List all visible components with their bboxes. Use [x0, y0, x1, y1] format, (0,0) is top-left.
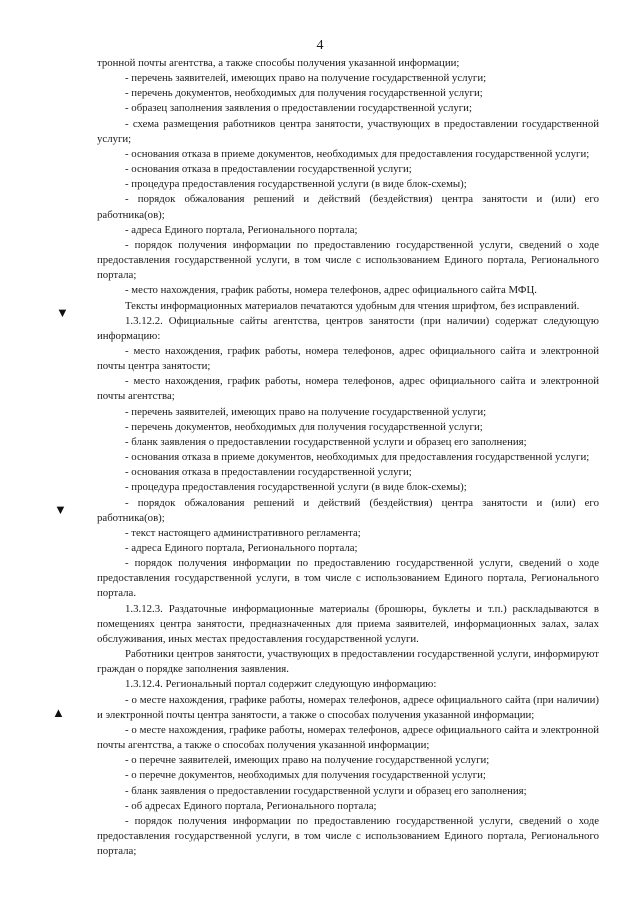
- paragraph: - адреса Единого портала, Регионального портала;: [125, 542, 358, 554]
- paragraph: - текст настоящего административного регламента;: [125, 526, 361, 539]
- paragraph: - бланк заявления о предоставлении государственной услуги и образец его заполнения;: [125, 784, 527, 797]
- paragraph: - основания отказа в предоставлении государственной услуги;: [125, 466, 412, 479]
- page-number: 4: [316, 38, 324, 53]
- paragraph: - процедура предоставления государственной услуги (в виде блок-схемы);: [125, 481, 467, 494]
- paragraph: - порядок получения информации по предоставлению государственной услуги, сведений о ходе предоставления государственной услуги, в том числе с использованием Единого портала, Регионального портала;: [97, 814, 599, 858]
- paragraph: - бланк заявления о предоставлении государственной услуги и образец его заполнения;: [125, 435, 527, 448]
- paragraph: 1.3.12.4. Региональный портал содержит следующую информацию:: [125, 678, 437, 691]
- paragraph: - об адресах Единого портала, Регионального портала;: [125, 799, 377, 812]
- paragraph: - порядок получения информации по предоставлению государственной услуги, сведений о ходе предоставления государственной услуги, в том числе с использованием Единого портала, Регионального портала.: [97, 557, 599, 600]
- paragraph: - образец заполнения заявления о предоставлении государственной услуги;: [125, 102, 472, 115]
- paragraph: - место нахождения, график работы, номера телефонов, адрес официального сайта и электронной почты агентства;: [97, 375, 599, 403]
- paragraph: - о месте нахождения, графике работы, номерах телефонов, адресе официального сайта (при наличии) и электронной почты центра занятости, а также о способах получения указанной информации;: [97, 693, 599, 721]
- paragraph: - о перечне заявителей, имеющих право на получение государственной услуги;: [125, 754, 490, 767]
- paragraph: - о месте нахождения, графике работы, номерах телефонов, адресе официального сайта и электронной почты агентства, а также о способах получения указанной информации;: [97, 723, 599, 752]
- binding-mark: ▼: [56, 305, 69, 320]
- paragraph: - перечень заявителей, имеющих право на получение государственной услуги;: [125, 405, 487, 418]
- paragraph: Тексты информационных материалов печатаются удобным для чтения шрифтом, без исправлений.: [125, 299, 580, 312]
- paragraph: - перечень заявителей, имеющих право на получение государственной услуги;: [125, 72, 487, 85]
- document-body: [97, 56, 599, 859]
- binding-mark: ▼: [54, 502, 67, 517]
- paragraph: - схема размещения работников центра занятости, участвующих в предоставлении государственной услуги;: [97, 117, 599, 145]
- paragraph: - о перечне документов, необходимых для получения государственной услуги;: [125, 769, 486, 782]
- paragraph: - процедура предоставления государственной услуги (в виде блок-схемы);: [125, 178, 467, 191]
- paragraph: тронной почты агентства, а также способы получения указанной информации;: [97, 57, 460, 69]
- paragraph: - перечень документов, необходимых для получения государственной услуги;: [125, 420, 483, 433]
- paragraph: - порядок получения информации по предоставлению государственной услуги, сведений о ходе предоставления государственной услуги, в том числе с использованием Единого портала, Регионального портала;: [97, 238, 599, 282]
- paragraph: - основания отказа в приеме документов, необходимых для предоставления государственной услуги;: [125, 147, 590, 160]
- paragraph: - порядок обжалования решений и действий (бездействия) центра занятости и (или) его работника(ов);: [97, 496, 599, 524]
- paragraph: 1.3.12.2. Официальные сайты агентства, центров занятости (при наличии) содержат следующую информацию:: [97, 314, 599, 342]
- binding-mark: ▲: [52, 705, 65, 720]
- paragraph: Работники центров занятости, участвующих в предоставлении государственной услуги, информируют граждан о порядке заполнения заявления.: [97, 648, 599, 676]
- paragraph: - основания отказа в приеме документов, необходимых для предоставления государственной услуги;: [125, 451, 590, 464]
- paragraph: - место нахождения, график работы, номера телефонов, адрес официального сайта МФЦ.: [125, 284, 537, 297]
- paragraph: - порядок обжалования решений и действий (бездействия) центра занятости и (или) его работника(ов);: [97, 193, 599, 221]
- paragraph: 1.3.12.3. Раздаточные информационные материалы (брошюры, буклеты и т.п.) раскладываются в помещениях центра занятости, предназначенных для приема заявителей, информационных залах, залах обслуживания, иных местах предоставления государственной услуги.: [97, 602, 599, 645]
- paragraph: - место нахождения, график работы, номера телефонов, адрес официального сайта и электронной почты центра занятости;: [97, 344, 599, 373]
- paragraph: - адреса Единого портала, Регионального портала;: [125, 223, 358, 236]
- paragraph: - основания отказа в предоставлении государственной услуги;: [125, 163, 412, 176]
- paragraph: - перечень документов, необходимых для получения государственной услуги;: [125, 87, 483, 100]
